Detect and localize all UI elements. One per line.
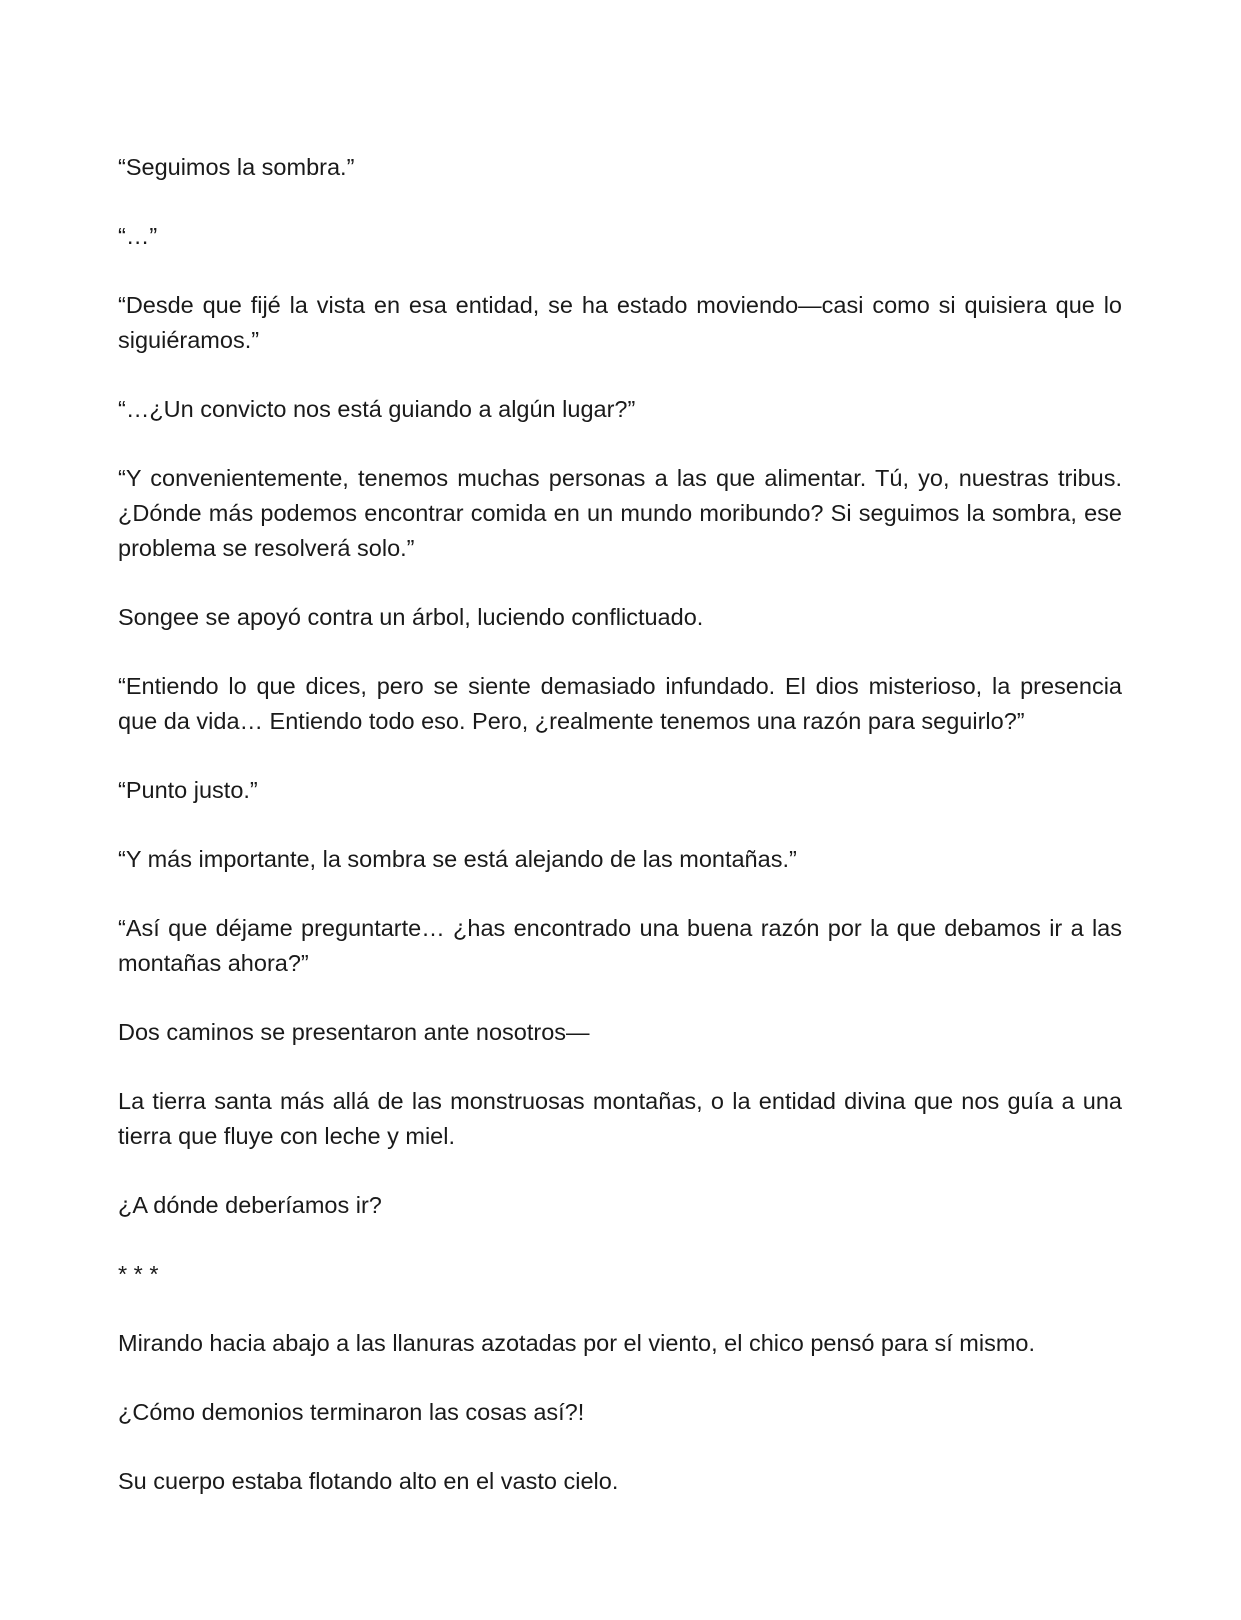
paragraph: La tierra santa más allá de las monstruosas montañas, o la entidad divina que nos guía a una tierra que fluye con leche y miel. xyxy=(118,1088,1122,1149)
paragraph: “…” xyxy=(118,223,158,249)
paragraph: Mirando hacia abajo a las llanuras azotadas por el viento, el chico pensó para sí mismo. xyxy=(118,1330,1036,1356)
paragraph: “Entiendo lo que dices, pero se siente demasiado infundado. El dios misterioso, la presencia que da vida… Entiendo todo eso. Pero, ¿realmente tenemos una razón para seguirlo?” xyxy=(118,673,1122,734)
scene-break: * * * xyxy=(118,1261,159,1287)
paragraph: ¿A dónde deberíamos ir? xyxy=(118,1192,382,1218)
paragraph: “Desde que fijé la vista en esa entidad, se ha estado moviendo—casi como si quisiera que lo siguiéramos.” xyxy=(118,292,1122,353)
paragraph: “Punto justo.” xyxy=(118,777,258,803)
paragraph: “Así que déjame preguntarte… ¿has encontrado una buena razón por la que debamos ir a las montañas ahora?” xyxy=(118,915,1122,976)
paragraph: “Y convenientemente, tenemos muchas personas a las que alimentar. Tú, yo, nuestras tribus. ¿Dónde más podemos encontrar comida en un mundo moribundo? Si seguimos la sombra, ese problema se resolverá solo.” xyxy=(118,465,1122,561)
paragraph: Su cuerpo estaba flotando alto en el vasto cielo. xyxy=(118,1468,619,1494)
paragraph: Songee se apoyó contra un árbol, luciendo conflictuado. xyxy=(118,604,704,630)
paragraph: ¿Cómo demonios terminaron las cosas así?! xyxy=(118,1399,585,1425)
paragraph: “…¿Un convicto nos está guiando a algún lugar?” xyxy=(118,396,636,422)
paragraph: Dos caminos se presentaron ante nosotros— xyxy=(118,1019,590,1045)
body-text xyxy=(118,150,1122,1499)
paragraph: “Seguimos la sombra.” xyxy=(118,154,355,180)
paragraph: “Y más importante, la sombra se está alejando de las montañas.” xyxy=(118,846,797,872)
